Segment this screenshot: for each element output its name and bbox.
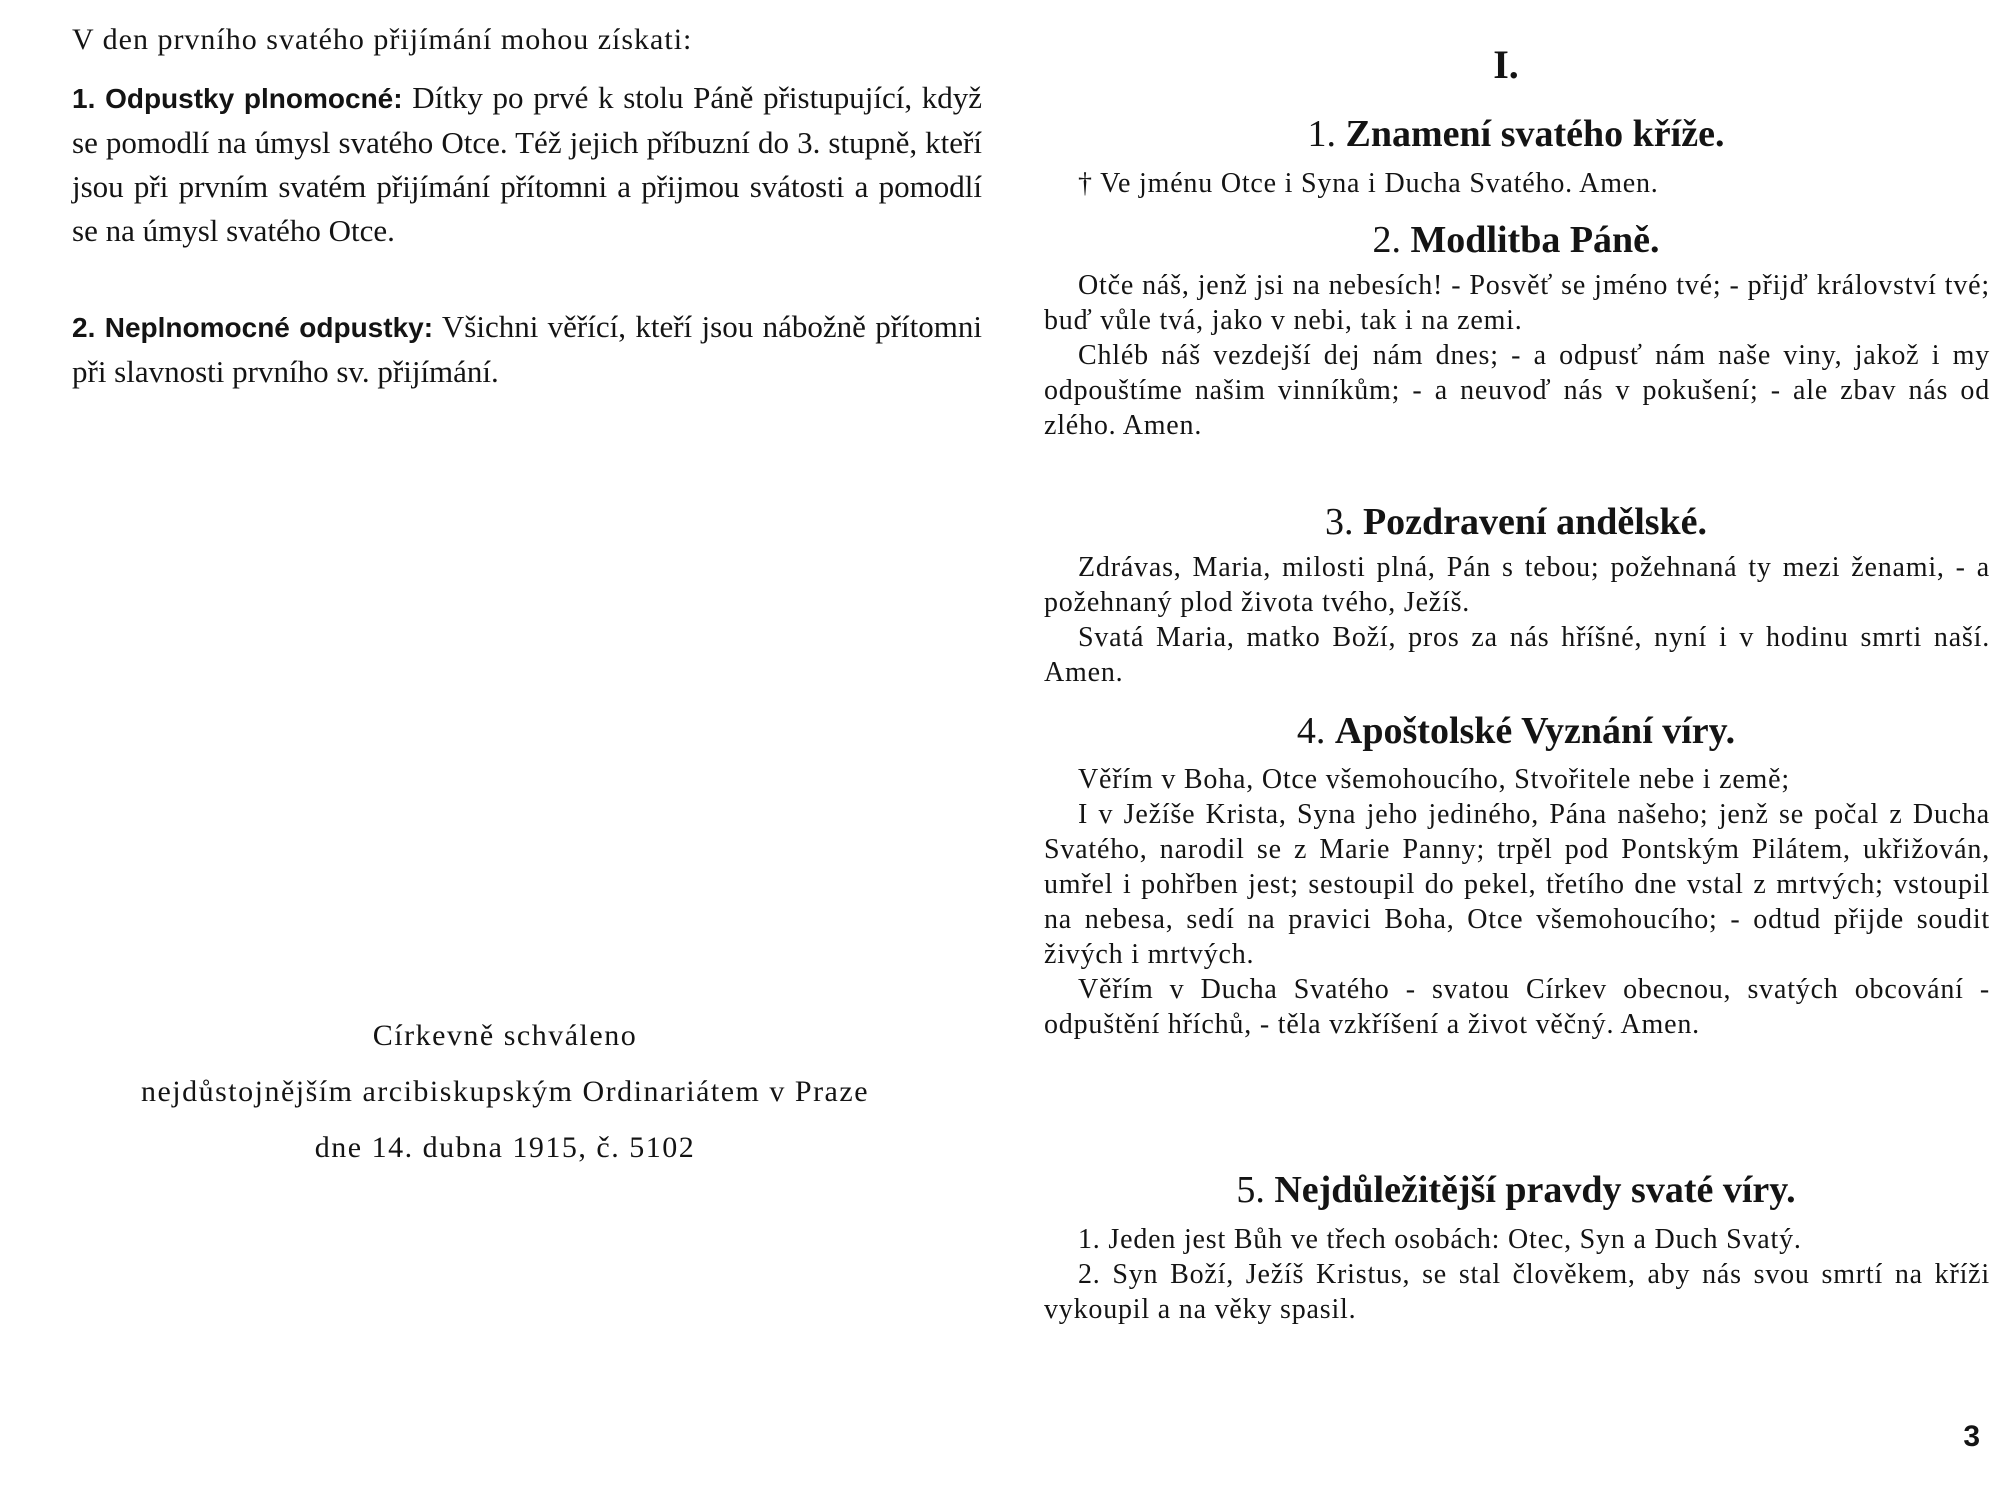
section-5-paragraph-2: 2. Syn Boží, Ježíš Kristus, se stal člověkem, aby nás svou smrtí na kříži vykoupil a na věky spasil.: [1044, 1259, 1990, 1325]
section-body-5: [1044, 1222, 1990, 1327]
approval-line-3: dne 14. dubna 1915, č. 5102: [314, 1131, 696, 1164]
section-number-1: 1.: [1307, 113, 1337, 155]
section-4-paragraph-1: Věřím v Boha, Otce všemohoucího, Stvořitele nebe i země;: [1078, 764, 1790, 795]
page-number: 3: [1963, 1420, 1980, 1453]
section-2-paragraph-2: Chléb náš vezdejší dej nám dnes; - a odpusť nám naše viny, jakož i my odpouštíme našim vinníkům; - a neuvoď nás v pokušení; - ale zbav nás od zlého. Amen.: [1044, 340, 1990, 441]
section-4-paragraph-3: Věřím v Ducha Svatého - svatou Církev obecnou, svatých obcování - odpuštění hříchů, - těla vzkříšení a život věčný. Amen.: [1044, 974, 1990, 1040]
section-number-4: 4.: [1296, 710, 1326, 752]
section-heading-1: [1036, 110, 1996, 158]
section-5-paragraph-1: 1. Jeden jest Bůh ve třech osobách: Otec, Syn a Duch Svatý.: [1078, 1224, 1802, 1255]
section-body-2: [1044, 268, 1990, 443]
section-heading-3: [1036, 498, 1996, 546]
indulgence-label-1: 1. Odpustky plnomocné:: [72, 83, 403, 114]
indulgence-label-2: 2. Neplnomocné odpustky:: [72, 312, 434, 343]
section-3-paragraph-1: Zdrávas, Maria, milosti plná, Pán s tebou; požehnaná ty mezi ženami, - a požehnaný plod života tvého, Ježíš.: [1044, 552, 1990, 618]
section-title-1: Znamení svatého kříže.: [1345, 113, 1725, 155]
section-heading-2: [1036, 216, 1996, 264]
section-title-2: Modlitba Páně.: [1410, 219, 1660, 261]
section-2-paragraph-1: Otče náš, jenž jsi na nebesích! - Posvěť se jméno tvé; - přijď království tvé; buď vůle tvá, jako v nebi, tak i na zemi.: [1044, 270, 1990, 336]
section-number-2: 2.: [1372, 219, 1401, 261]
section-title-4: Apoštolské Vyznání víry.: [1334, 710, 1736, 752]
indulgence-text-1: Dítky po prvé k stolu Páně přistupující, když se pomodlí na úmysl svatého Otce. Též jejich příbuzní do 3. stupně, kteří jsou při prvním svatém přijímání přítomni a přijmou svátosti a pomodlí se na úmysl svatého Otce.: [72, 80, 983, 248]
approval-line-2: nejdůstojnějším arcibiskupským Ordinariátem v Praze: [140, 1075, 870, 1108]
section-4-paragraph-2: I v Ježíše Krista, Syna jeho jediného, Pána našeho; jenž se počal z Ducha Svatého, narodil se z Marie Panny; trpěl pod Pontským Pilátem, ukřižován, umřel i pohřben jest; sestoupil do pekel, třetího dne vstal z mrtvých; vstoupil na nebesa, sedí na pravici Boha, Otce všemohoucího; - odtud přijde soudit živých i mrtvých.: [1044, 799, 1990, 970]
section-number-5: 5.: [1236, 1169, 1265, 1211]
indulgence-text-2: Všichni věřící, kteří jsou nábožně přítomni při slavnosti prvního sv. přijímání.: [72, 309, 982, 389]
section-body-1: [1044, 166, 1990, 201]
section-title-5: Nejdůležitější pravdy svaté víry.: [1274, 1169, 1796, 1211]
indulgence-paragraph-2: [72, 305, 982, 394]
indulgence-paragraph-1: [72, 76, 982, 253]
intro-line: V den prvního svatého přijímání mohou získati:: [72, 23, 693, 56]
section-body-3: [1044, 550, 1990, 690]
approval-line-1: Církevně schváleno: [372, 1019, 638, 1052]
chapter-numeral: I.: [1493, 42, 1519, 87]
section-3-paragraph-2: Svatá Maria, matko Boží, pros za nás hříšné, nyní i v hodinu smrti naší. Amen.: [1044, 622, 1990, 688]
section-heading-4: [1036, 707, 1996, 755]
section-heading-5: [1036, 1166, 1996, 1214]
section-number-3: 3.: [1324, 501, 1354, 543]
section-title-3: Pozdravení andělské.: [1362, 501, 1708, 543]
section-1-paragraph-1: † Ve jménu Otce i Syna i Ducha Svatého. Amen.: [1078, 168, 1659, 199]
section-body-4: [1044, 762, 1990, 1042]
